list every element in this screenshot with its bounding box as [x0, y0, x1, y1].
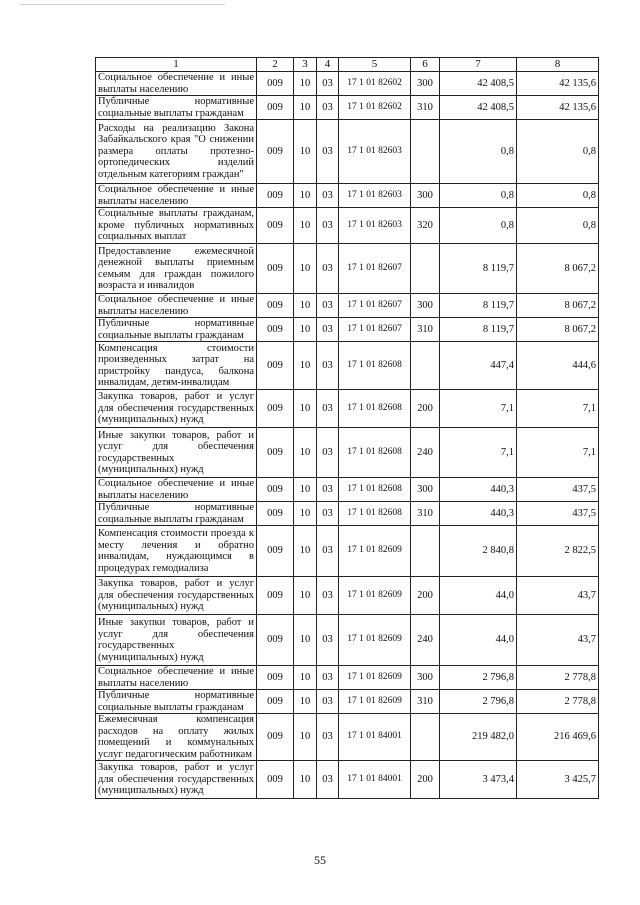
- amount-col7: 42 408,5: [440, 96, 517, 120]
- item-name: Закупка товаров, работ и услуг для обеспечения государственных (муниципальных) нужд: [96, 761, 257, 799]
- amount-col8: 0,8: [517, 184, 599, 208]
- section-code: 10: [294, 244, 317, 294]
- subsection-code: 03: [317, 244, 339, 294]
- expense-type-code: [411, 120, 440, 184]
- target-article-code: 17 1 01 82602: [339, 96, 411, 120]
- subsection-code: 03: [317, 72, 339, 96]
- amount-col7: 0,8: [440, 208, 517, 244]
- subsection-code: 03: [317, 96, 339, 120]
- amount-col7: 2 796,8: [440, 690, 517, 714]
- section-code: 10: [294, 294, 317, 318]
- amount-col7: 42 408,5: [440, 72, 517, 96]
- item-name: Социальное обеспечение и иные выплаты населению: [96, 294, 257, 318]
- item-name: Расходы на реализацию Закона Забайкальского края "О снижении размера оплаты протезно-ортопедических изделий отдельным категориям граждан": [96, 120, 257, 184]
- expense-type-code: [411, 714, 440, 761]
- page-number: 55: [314, 853, 326, 867]
- target-article-code: 17 1 01 82609: [339, 690, 411, 714]
- amount-col8: 8 067,2: [517, 244, 599, 294]
- target-article-code: 17 1 01 82609: [339, 615, 411, 666]
- subsection-code: 03: [317, 526, 339, 577]
- admin-code: 009: [257, 478, 294, 502]
- subsection-code: 03: [317, 208, 339, 244]
- table-row: [96, 72, 599, 96]
- amount-col7: 44,0: [440, 615, 517, 666]
- table-row: [96, 96, 599, 120]
- target-article-code: 17 1 01 82603: [339, 120, 411, 184]
- header-cell-6: 6: [411, 58, 440, 72]
- header-cell-3: 3: [294, 58, 317, 72]
- section-code: 10: [294, 184, 317, 208]
- admin-code: 009: [257, 72, 294, 96]
- section-code: 10: [294, 342, 317, 390]
- table-row: [96, 761, 599, 799]
- target-article-code: 17 1 01 82607: [339, 244, 411, 294]
- table-row: [96, 390, 599, 428]
- table-row: [96, 666, 599, 690]
- expense-type-code: 310: [411, 96, 440, 120]
- table-row: [96, 294, 599, 318]
- expense-type-code: 300: [411, 478, 440, 502]
- item-name: Социальное обеспечение и иные выплаты населению: [96, 72, 257, 96]
- amount-col8: 0,8: [517, 208, 599, 244]
- amount-col7: 447,4: [440, 342, 517, 390]
- amount-col7: 440,3: [440, 478, 517, 502]
- subsection-code: 03: [317, 761, 339, 799]
- section-code: 10: [294, 615, 317, 666]
- amount-col7: 0,8: [440, 184, 517, 208]
- item-name: Иные закупки товаров, работ и услуг для обеспечения государственных (муниципальных) нужд: [96, 428, 257, 478]
- amount-col7: 8 119,7: [440, 318, 517, 342]
- section-code: 10: [294, 577, 317, 615]
- item-name: Социальное обеспечение и иные выплаты населению: [96, 184, 257, 208]
- section-code: 10: [294, 714, 317, 761]
- target-article-code: 17 1 01 82608: [339, 478, 411, 502]
- table-row: [96, 318, 599, 342]
- subsection-code: 03: [317, 390, 339, 428]
- amount-col8: 3 425,7: [517, 761, 599, 799]
- section-code: 10: [294, 526, 317, 577]
- amount-col7: 2 840,8: [440, 526, 517, 577]
- amount-col8: 8 067,2: [517, 294, 599, 318]
- item-name: Компенсация стоимости произведенных затрат на пристройку пандуса, балкона инвалидам, детям-инвалидам: [96, 342, 257, 390]
- scan-artifact-line: [20, 4, 225, 5]
- amount-col7: 219 482,0: [440, 714, 517, 761]
- target-article-code: 17 1 01 82608: [339, 502, 411, 526]
- header-cell-8: 8: [517, 58, 599, 72]
- item-name: Иные закупки товаров, работ и услуг для обеспечения государственных (муниципальных) нужд: [96, 615, 257, 666]
- target-article-code: 17 1 01 82608: [339, 390, 411, 428]
- amount-col8: 0,8: [517, 120, 599, 184]
- amount-col7: 2 796,8: [440, 666, 517, 690]
- subsection-code: 03: [317, 615, 339, 666]
- amount-col8: 42 135,6: [517, 96, 599, 120]
- subsection-code: 03: [317, 318, 339, 342]
- target-article-code: 17 1 01 82603: [339, 208, 411, 244]
- expense-type-code: 310: [411, 318, 440, 342]
- subsection-code: 03: [317, 577, 339, 615]
- table-row: [96, 502, 599, 526]
- admin-code: 009: [257, 390, 294, 428]
- item-name: Публичные нормативные социальные выплаты гражданам: [96, 690, 257, 714]
- amount-col8: 43,7: [517, 577, 599, 615]
- subsection-code: 03: [317, 184, 339, 208]
- item-name: Публичные нормативные социальные выплаты гражданам: [96, 502, 257, 526]
- amount-col8: 437,5: [517, 502, 599, 526]
- amount-col8: 7,1: [517, 390, 599, 428]
- target-article-code: 17 1 01 84001: [339, 761, 411, 799]
- target-article-code: 17 1 01 82608: [339, 342, 411, 390]
- target-article-code: 17 1 01 82603: [339, 184, 411, 208]
- subsection-code: 03: [317, 120, 339, 184]
- expense-type-code: 310: [411, 690, 440, 714]
- section-code: 10: [294, 72, 317, 96]
- header-cell-7: 7: [440, 58, 517, 72]
- admin-code: 009: [257, 761, 294, 799]
- section-code: 10: [294, 96, 317, 120]
- amount-col8: 8 067,2: [517, 318, 599, 342]
- subsection-code: 03: [317, 690, 339, 714]
- admin-code: 009: [257, 502, 294, 526]
- expense-type-code: [411, 526, 440, 577]
- admin-code: 009: [257, 208, 294, 244]
- section-code: 10: [294, 390, 317, 428]
- subsection-code: 03: [317, 666, 339, 690]
- amount-col7: 8 119,7: [440, 294, 517, 318]
- expense-type-code: 200: [411, 577, 440, 615]
- item-name: Ежемесячная компенсация расходов на оплату жилых помещений и коммунальных услуг педагогическим работникам: [96, 714, 257, 761]
- subsection-code: 03: [317, 342, 339, 390]
- expense-type-code: 320: [411, 208, 440, 244]
- subsection-code: 03: [317, 478, 339, 502]
- subsection-code: 03: [317, 502, 339, 526]
- section-code: 10: [294, 208, 317, 244]
- subsection-code: 03: [317, 428, 339, 478]
- amount-col8: 437,5: [517, 478, 599, 502]
- section-code: 10: [294, 318, 317, 342]
- amount-col7: 7,1: [440, 428, 517, 478]
- expense-type-code: 300: [411, 294, 440, 318]
- target-article-code: 17 1 01 82609: [339, 526, 411, 577]
- admin-code: 009: [257, 318, 294, 342]
- amount-col7: 0,8: [440, 120, 517, 184]
- amount-col8: 2 778,8: [517, 690, 599, 714]
- expense-type-code: 300: [411, 666, 440, 690]
- admin-code: 009: [257, 96, 294, 120]
- expense-type-code: [411, 342, 440, 390]
- admin-code: 009: [257, 714, 294, 761]
- table-row: [96, 577, 599, 615]
- expense-type-code: 310: [411, 502, 440, 526]
- table-row: [96, 208, 599, 244]
- admin-code: 009: [257, 294, 294, 318]
- target-article-code: 17 1 01 82609: [339, 666, 411, 690]
- section-code: 10: [294, 428, 317, 478]
- header-cell-2: 2: [257, 58, 294, 72]
- section-code: 10: [294, 478, 317, 502]
- admin-code: 009: [257, 577, 294, 615]
- admin-code: 009: [257, 184, 294, 208]
- amount-col7: 44,0: [440, 577, 517, 615]
- table-row: [96, 428, 599, 478]
- amount-col8: 2 822,5: [517, 526, 599, 577]
- header-cell-5: 5: [339, 58, 411, 72]
- expense-type-code: 200: [411, 761, 440, 799]
- expense-type-code: 240: [411, 615, 440, 666]
- expense-type-code: 240: [411, 428, 440, 478]
- target-article-code: 17 1 01 82608: [339, 428, 411, 478]
- table-row: [96, 184, 599, 208]
- admin-code: 009: [257, 526, 294, 577]
- target-article-code: 17 1 01 82602: [339, 72, 411, 96]
- header-row: [96, 58, 599, 72]
- budget-table: [95, 57, 599, 799]
- target-article-code: 17 1 01 82609: [339, 577, 411, 615]
- table-row: [96, 120, 599, 184]
- table-row: [96, 244, 599, 294]
- amount-col8: 7,1: [517, 428, 599, 478]
- section-code: 10: [294, 666, 317, 690]
- target-article-code: 17 1 01 82607: [339, 294, 411, 318]
- admin-code: 009: [257, 666, 294, 690]
- amount-col7: 8 119,7: [440, 244, 517, 294]
- expense-type-code: [411, 244, 440, 294]
- admin-code: 009: [257, 120, 294, 184]
- target-article-code: 17 1 01 84001: [339, 714, 411, 761]
- table-row: [96, 615, 599, 666]
- admin-code: 009: [257, 615, 294, 666]
- section-code: 10: [294, 120, 317, 184]
- item-name: Социальные выплаты гражданам, кроме публичных нормативных социальных выплат: [96, 208, 257, 244]
- admin-code: 009: [257, 428, 294, 478]
- table-row: [96, 342, 599, 390]
- table-row: [96, 478, 599, 502]
- header-cell-1: 1: [96, 58, 257, 72]
- expense-type-code: 200: [411, 390, 440, 428]
- item-name: Социальное обеспечение и иные выплаты населению: [96, 478, 257, 502]
- table-row: [96, 526, 599, 577]
- expense-type-code: 300: [411, 184, 440, 208]
- amount-col8: 216 469,6: [517, 714, 599, 761]
- admin-code: 009: [257, 342, 294, 390]
- target-article-code: 17 1 01 82607: [339, 318, 411, 342]
- amount-col7: 440,3: [440, 502, 517, 526]
- admin-code: 009: [257, 690, 294, 714]
- amount-col8: 42 135,6: [517, 72, 599, 96]
- item-name: Публичные нормативные социальные выплаты гражданам: [96, 318, 257, 342]
- item-name: Компенсация стоимости проезда к месту лечения и обратно инвалидам, нуждающимся в процедурах гемодиализа: [96, 526, 257, 577]
- section-code: 10: [294, 761, 317, 799]
- header-cell-4: 4: [317, 58, 339, 72]
- section-code: 10: [294, 690, 317, 714]
- item-name: Закупка товаров, работ и услуг для обеспечения государственных (муниципальных) нужд: [96, 390, 257, 428]
- table-row: [96, 690, 599, 714]
- item-name: Предоставление ежемесячной денежной выплаты приемным семьям для граждан пожилого возраста и инвалидов: [96, 244, 257, 294]
- item-name: Публичные нормативные социальные выплаты гражданам: [96, 96, 257, 120]
- amount-col7: 7,1: [440, 390, 517, 428]
- amount-col8: 444,6: [517, 342, 599, 390]
- expense-type-code: 300: [411, 72, 440, 96]
- item-name: Социальное обеспечение и иные выплаты населению: [96, 666, 257, 690]
- item-name: Закупка товаров, работ и услуг для обеспечения государственных (муниципальных) нужд: [96, 577, 257, 615]
- amount-col8: 43,7: [517, 615, 599, 666]
- table-row: [96, 714, 599, 761]
- amount-col8: 2 778,8: [517, 666, 599, 690]
- amount-col7: 3 473,4: [440, 761, 517, 799]
- section-code: 10: [294, 502, 317, 526]
- subsection-code: 03: [317, 714, 339, 761]
- subsection-code: 03: [317, 294, 339, 318]
- admin-code: 009: [257, 244, 294, 294]
